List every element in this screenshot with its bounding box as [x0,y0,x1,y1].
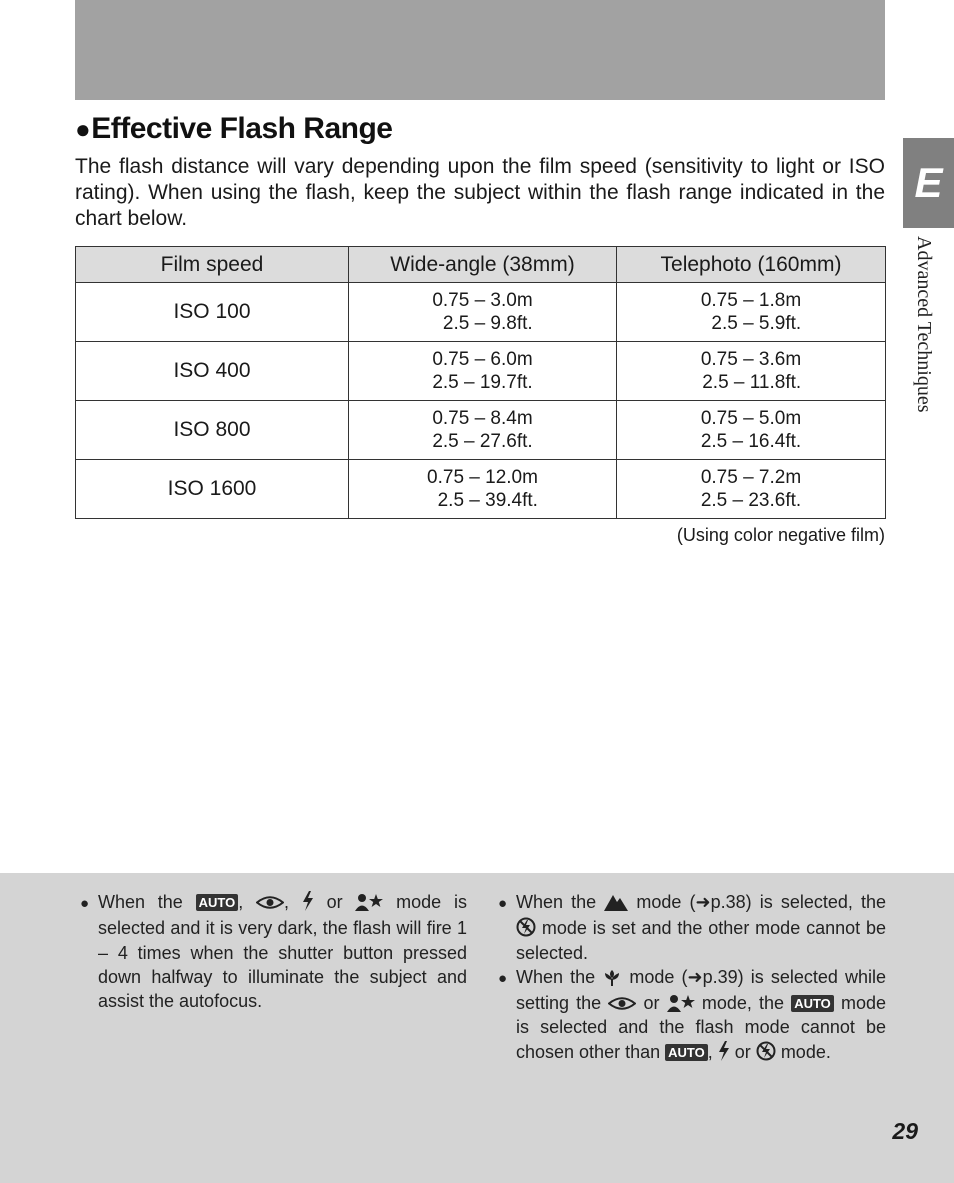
range-meters: 0.75 – 3.6m [700,349,802,370]
film-speed-cell: ISO 1600 [76,460,349,519]
flash-forced-icon [718,1041,730,1061]
notes-left-column [80,890,467,1013]
bullet-icon: ● [498,895,508,912]
flash-off-icon [516,917,536,937]
table-row [76,460,886,519]
wide-range-cell [349,460,617,519]
auto-badge-icon: AUTO [791,995,834,1012]
landscape-icon [604,893,628,911]
bullet-icon: ● [498,969,508,987]
table-row [76,283,886,342]
section-tab [903,138,954,228]
wide-range-cell [349,342,617,401]
bullet-icon: ● [80,895,90,912]
tele-range-cell [617,460,886,519]
red-eye-icon [608,995,636,1012]
range-feet: 2.5 – 5.9ft. [711,313,802,334]
range-feet: 2.5 – 27.6ft. [432,431,533,452]
tele-range-cell [617,342,886,401]
table-row [76,342,886,401]
range-meters: 0.75 – 8.4m [432,408,533,429]
range-meters: 0.75 – 1.8m [700,290,802,311]
range-meters: 0.75 – 3.0m [432,290,533,311]
tele-range-cell [617,401,886,460]
intro-paragraph: The flash distance will vary depending upon the film speed (sensitivity to light or ISO rating). When using the flash, keep the subject within the flash range indicated in the chart below. [75,155,885,230]
header-banner [75,0,885,100]
range-meters: 0.75 – 5.0m [700,408,802,429]
range-feet: 2.5 – 19.7ft. [432,372,533,393]
range-feet: 2.5 – 9.8ft. [442,313,533,334]
table-header-row [76,247,886,283]
note-item: ● When the mode (➜p.38) is selected, the mode is set and the other mode cannot be selected. [498,892,886,963]
tele-range-cell [617,283,886,342]
night-portrait-icon [667,994,695,1012]
table-footnote: (Using color negative film) [676,525,885,545]
range-meters: 0.75 – 7.2m [700,467,802,488]
note-item: ● When the AUTO , , or mode is selected and it is very dark, the flash will fire 1 – 4 times when the shutter button pressed down halfway to illuminate the subject and assist the autofocus. [80,892,467,1012]
header-wide-angle: Wide-angle (38mm) [349,247,617,283]
notes-right-column [498,890,886,1064]
heading-bullet: ● [75,114,91,144]
auto-badge-icon: AUTO [665,1044,708,1061]
flash-forced-icon [302,891,314,911]
range-feet: 2.5 – 11.8ft. [702,372,802,393]
table-row [76,401,886,460]
macro-icon [602,968,622,986]
range-meters: 0.75 – 6.0m [432,349,533,370]
header-film-speed: Film speed [76,247,349,283]
film-speed-cell: ISO 400 [76,342,349,401]
note-item: ● When the mode (➜p.39) is selected while setting the or mode, the AUTO mode is selected and the flash mode cannot be chosen other than AUTO , or mode. [498,966,886,1062]
wide-range-cell [349,283,617,342]
range-feet: 2.5 – 16.4ft. [700,431,802,452]
red-eye-icon [256,894,284,911]
header-telephoto: Telephoto (160mm) [617,247,886,283]
range-feet: 2.5 – 39.4ft. [437,490,538,511]
flash-off-icon [756,1041,776,1061]
range-feet: 2.5 – 23.6ft. [700,490,802,511]
film-speed-cell: ISO 100 [76,283,349,342]
range-meters: 0.75 – 12.0m [427,467,538,488]
page-number: 29 [892,1118,918,1144]
heading-title: Effective Flash Range [91,112,393,145]
flash-range-table [75,246,886,519]
section-tab-label: Advanced Techniques [913,236,935,413]
wide-range-cell [349,401,617,460]
auto-badge-icon: AUTO [196,894,239,911]
film-speed-cell: ISO 800 [76,401,349,460]
night-portrait-icon [355,893,383,911]
section-tab-letter: E [914,159,943,206]
section-heading [75,112,392,146]
